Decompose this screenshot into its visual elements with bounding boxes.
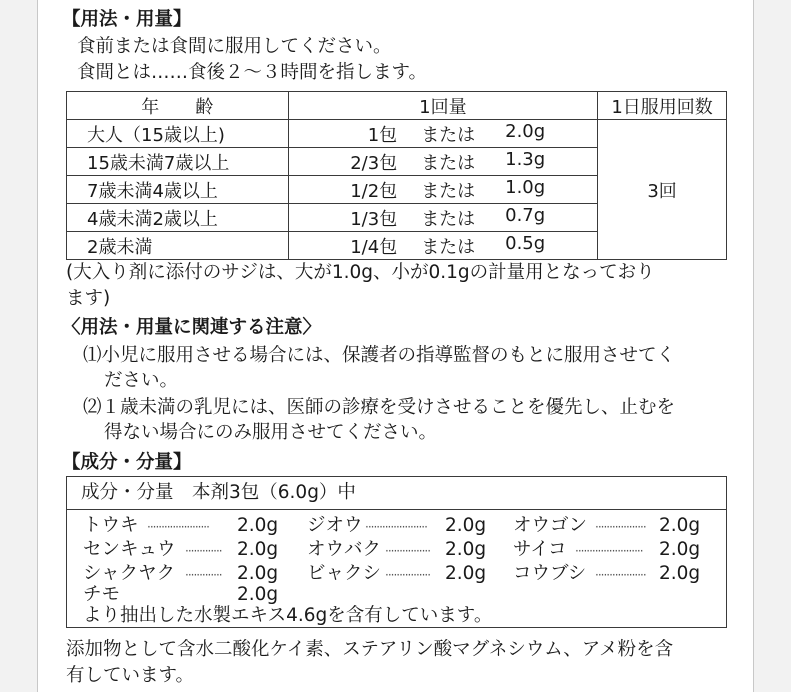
caution-item-2-line-1: ⑵１歳未満の乳児には、医師の診療を受けさせることを優先し、止むを <box>83 397 676 418</box>
dose-qty: 1/3包 <box>350 208 398 230</box>
dose-cell <box>288 232 598 260</box>
ingredient-item <box>307 514 363 538</box>
page-right-margin <box>753 0 791 692</box>
dose-grams: 2.0g <box>505 120 546 142</box>
dose-grams: 0.5g <box>505 232 546 254</box>
leader-dots: ············· <box>185 568 222 582</box>
ingredient-name: オウバク <box>307 539 382 560</box>
ingredient-amount: 2.0g <box>237 563 279 584</box>
ingredient-name: ビャクシ <box>307 563 382 584</box>
header-dose: 1回量 <box>288 92 598 120</box>
leader-dots: ·················· <box>595 568 646 582</box>
additives-line-1: 添加物として含水二酸化ケイ素、ステアリン酸マグネシウム、アメ粉を含 <box>66 639 674 660</box>
ingredient-amount: 2.0g <box>445 515 487 536</box>
leader-dots: ······················ <box>365 520 427 534</box>
usage-line-2: 食間とは……食後２～３時間を指します。 <box>77 62 428 83</box>
ingredient-item <box>513 538 566 562</box>
ingredient-name: オウゴン <box>513 515 588 536</box>
dose-or: または <box>421 152 476 174</box>
dose-qty: 1包 <box>367 124 398 146</box>
page-left-margin <box>0 0 38 692</box>
dose-cell <box>288 176 598 204</box>
ingredient-amount: 2.0g <box>237 515 279 536</box>
ingredient-amount: 2.0g <box>659 515 701 536</box>
ingredient-item <box>83 538 176 562</box>
table-row <box>67 120 727 148</box>
usage-line-1: 食前または食間に服用してください。 <box>77 36 392 57</box>
dose-or: または <box>421 236 476 258</box>
ingredient-name: サイコ <box>513 539 567 560</box>
leader-dots: ························ <box>575 544 643 558</box>
age-cell: 2歳未満 <box>67 232 289 260</box>
dose-grams: 0.7g <box>505 204 546 226</box>
caution-item-1-line-2: ださい。 <box>104 370 179 391</box>
dosage-table-header <box>67 92 727 120</box>
age-cell: 大人（15歳以上) <box>67 120 289 148</box>
leader-dots: ················ <box>385 544 431 558</box>
dose-grams: 1.0g <box>505 176 546 198</box>
dose-or: または <box>421 124 476 146</box>
ingredients-box-title: 成分・分量 本剤3包（6.0g）中 <box>81 482 356 503</box>
ingredient-name: トウキ <box>83 515 139 536</box>
caution-item-1-line-1: ⑴小児に服用させる場合には、保護者の指導監督のもとに服用させてく <box>83 345 676 366</box>
dose-cell <box>288 148 598 176</box>
times-cell: 3回 <box>598 120 727 260</box>
leader-dots: ·················· <box>595 520 646 534</box>
ingredient-name: シャクヤク <box>83 563 176 584</box>
extract-line: より抽出した水製エキス4.6gを含有しています。 <box>83 605 493 626</box>
ingredient-amount: 2.0g <box>237 539 279 560</box>
ingredient-name: ジオウ <box>307 515 363 536</box>
leader-dots: ················ <box>385 568 431 582</box>
ingredient-item <box>307 562 381 586</box>
additives-line-2: 有しています。 <box>66 665 195 686</box>
usage-heading: 【用法・用量】 <box>62 9 192 30</box>
dosage-table <box>66 91 727 260</box>
dose-cell <box>288 204 598 232</box>
dose-qty: 2/3包 <box>350 152 398 174</box>
dose-or: または <box>421 208 476 230</box>
ingredient-amount: 2.0g <box>445 563 487 584</box>
ingredients-box <box>66 476 727 628</box>
age-cell: 4歳未満2歳以上 <box>67 204 289 232</box>
header-times: 1日服用回数 <box>598 92 727 120</box>
ingredient-item <box>513 514 587 538</box>
caution-heading: 〈用法・用量に関連する注意〉 <box>62 317 322 338</box>
dose-cell <box>288 120 598 148</box>
header-age: 年 齢 <box>67 92 289 120</box>
ingredient-name: チモ <box>83 584 121 605</box>
ingredient-name: センキュウ <box>83 539 176 560</box>
leader-dots: ············· <box>185 544 222 558</box>
spoon-note-line-1: (大入り剤に添付のサジは、大が1.0g、小が0.1gの計量用となっており <box>66 262 655 283</box>
age-cell: 7歳未満4歳以上 <box>67 176 289 204</box>
dose-qty: 1/4包 <box>350 236 398 258</box>
ingredient-amount: 2.0g <box>237 584 279 605</box>
ingredient-item <box>83 514 139 538</box>
ingredients-box-header <box>67 477 726 510</box>
leader-dots: ······················ <box>147 520 209 534</box>
spoon-note-line-2: ます) <box>66 288 111 309</box>
ingredient-amount: 2.0g <box>659 563 701 584</box>
age-cell: 15歳未満7歳以上 <box>67 148 289 176</box>
dose-grams: 1.3g <box>505 148 546 170</box>
ingredient-item <box>307 538 381 562</box>
ingredient-name: コウブシ <box>513 563 587 584</box>
dose-qty: 1/2包 <box>350 180 398 202</box>
ingredient-item <box>513 562 586 586</box>
ingredients-heading: 【成分・分量】 <box>62 452 192 473</box>
caution-item-2-line-2: 得ない場合にのみ服用させてください。 <box>104 422 438 443</box>
ingredient-amount: 2.0g <box>445 539 487 560</box>
ingredient-amount: 2.0g <box>659 539 701 560</box>
dose-or: または <box>421 180 476 202</box>
